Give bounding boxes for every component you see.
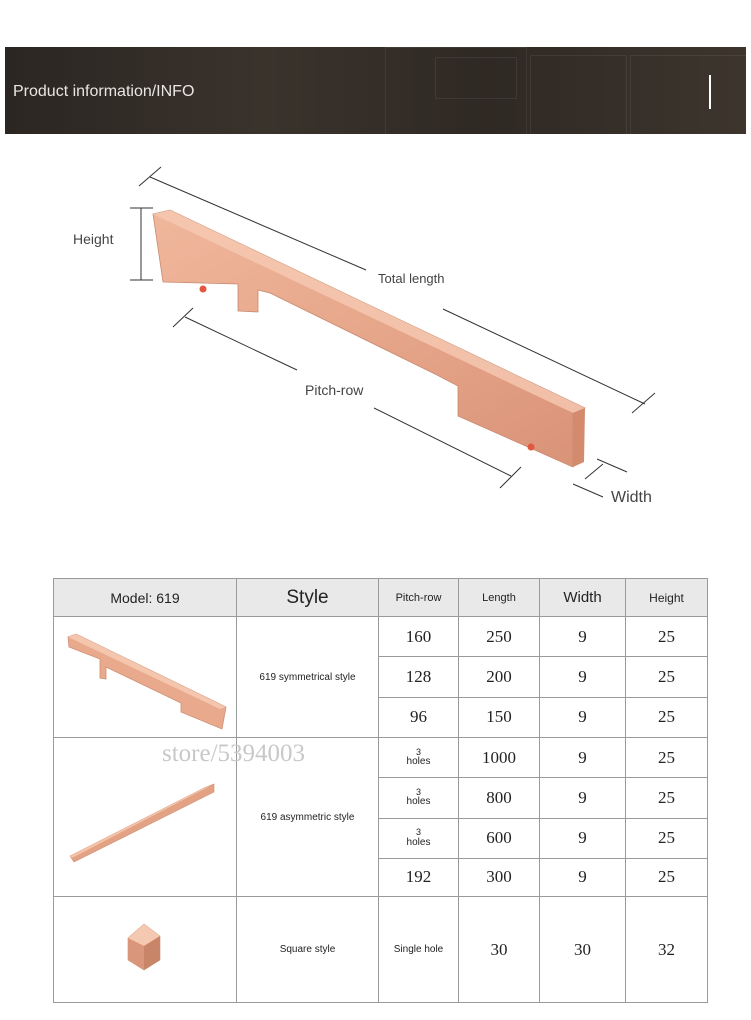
- spec-table: [53, 578, 708, 1003]
- length-cell: 30: [459, 897, 540, 1003]
- pitch-cell: 192: [379, 858, 459, 896]
- pitch-cell: [379, 738, 459, 778]
- width-cell: 9: [540, 657, 626, 697]
- height-cell: 25: [626, 738, 708, 778]
- square-knob-image: [54, 897, 237, 1003]
- dimension-diagram: [0, 140, 751, 540]
- header-length: Length: [459, 579, 540, 617]
- width-cell: 9: [540, 738, 626, 778]
- holes-text: holes: [406, 756, 431, 768]
- asymmetric-handle-image: [54, 738, 306, 897]
- height-cell: 25: [626, 818, 708, 858]
- pitch-cell: 160: [379, 617, 459, 657]
- pitch-cell: [379, 778, 459, 818]
- height-cell: 25: [626, 858, 708, 896]
- height-cell: 25: [626, 657, 708, 697]
- header-banner: [5, 47, 746, 134]
- height-cell: 32: [626, 897, 708, 1003]
- width-cell: 9: [540, 697, 626, 737]
- header-width: Width: [540, 579, 626, 617]
- pitch-row-label: Pitch-row: [305, 382, 364, 398]
- pitch-cell: [379, 818, 459, 858]
- header-model: Model: 619: [54, 579, 237, 617]
- table-row: [54, 617, 708, 657]
- banner-cabinet-panel: [435, 57, 517, 99]
- banner-cabinet-panel: [630, 55, 746, 134]
- handle-top-face: [153, 210, 585, 413]
- total-length-tick: [139, 167, 161, 186]
- style-symmetrical: 619 symmetrical style: [237, 617, 379, 738]
- width-cell: 9: [540, 858, 626, 896]
- table-header-row: [54, 579, 708, 617]
- length-cell: 600: [459, 818, 540, 858]
- length-cell: 1000: [459, 738, 540, 778]
- width-cell: 9: [540, 818, 626, 858]
- hole-count: 3: [415, 786, 421, 797]
- holes-text: holes: [406, 796, 431, 808]
- length-cell: 150: [459, 697, 540, 737]
- width-cell: 30: [540, 897, 626, 1003]
- banner-cabinet-panel: [530, 55, 627, 134]
- mount-hole-dot: [528, 444, 535, 451]
- watermark: store/5394003: [162, 740, 306, 767]
- handle-end-face: [573, 408, 585, 467]
- length-cell: 800: [459, 778, 540, 818]
- length-cell: 300: [459, 858, 540, 896]
- style-square: Square style: [237, 897, 379, 1003]
- length-cell: 250: [459, 617, 540, 657]
- width-tick: [573, 484, 603, 497]
- width-cell: 9: [540, 778, 626, 818]
- mount-hole-dot: [200, 286, 207, 293]
- pitch-cell: Single hole: [379, 897, 459, 1003]
- height-cell: 25: [626, 778, 708, 818]
- handle-body: [153, 210, 585, 467]
- symmetrical-handle-icon: [54, 617, 237, 737]
- width-cell: 9: [540, 617, 626, 657]
- header-height: Height: [626, 579, 708, 617]
- table-row: [54, 738, 708, 778]
- width-line: [585, 464, 603, 479]
- banner-title: Product information/INFO: [13, 83, 195, 100]
- pitch-cell: 128: [379, 657, 459, 697]
- length-cell: 200: [459, 657, 540, 697]
- height-cell: 25: [626, 697, 708, 737]
- style-asymmetric: 619 asymmetric style: [237, 738, 379, 897]
- height-cell: 25: [626, 617, 708, 657]
- total-length-tick: [632, 393, 655, 413]
- header-pitch-row: Pitch-row: [379, 579, 459, 617]
- banner-divider: [709, 75, 711, 109]
- hole-count: 3: [415, 746, 421, 757]
- width-label: Width: [611, 489, 652, 506]
- square-knob-icon: [54, 898, 237, 1002]
- handle-diagram-svg: [0, 140, 751, 540]
- pitch-cell: 96: [379, 697, 459, 737]
- pitch-row-line: [185, 317, 297, 370]
- symmetrical-handle-image: [54, 617, 237, 738]
- pitch-row-tick: [500, 467, 521, 488]
- holes-text: holes: [406, 836, 431, 848]
- table-row: [54, 897, 708, 1003]
- hole-count: 3: [415, 827, 421, 838]
- pitch-row-tick: [173, 308, 193, 327]
- header-style: Style: [237, 579, 379, 617]
- total-length-label: Total length: [378, 271, 445, 286]
- height-label: Height: [73, 231, 114, 247]
